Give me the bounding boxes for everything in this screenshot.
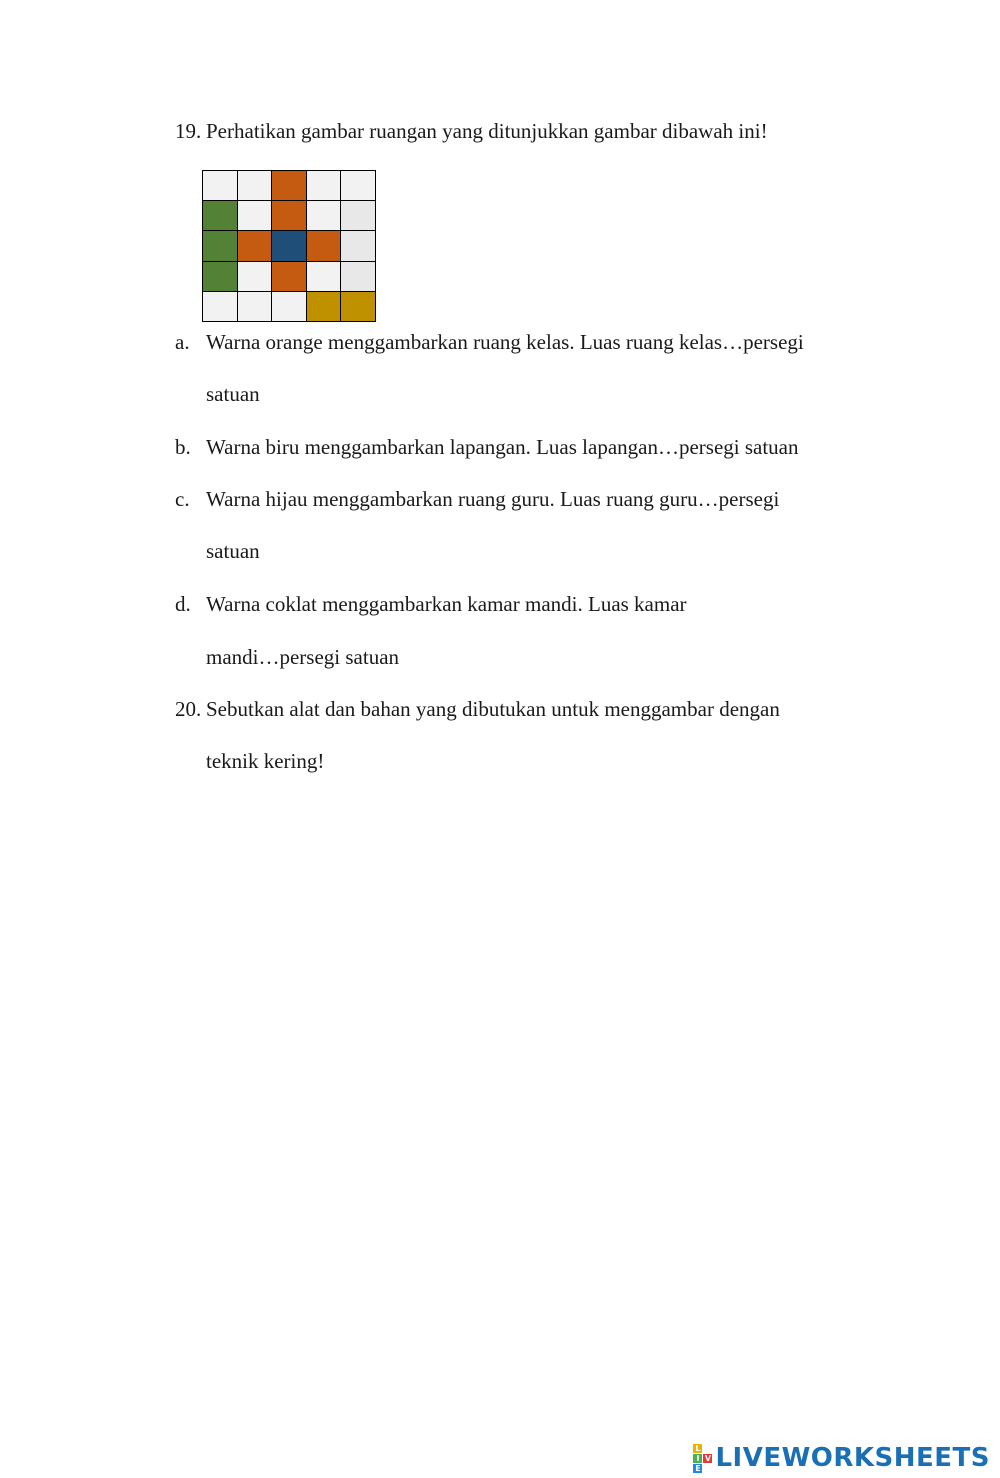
grid-cell-blue bbox=[272, 231, 306, 260]
grid-cell-white bbox=[238, 262, 272, 291]
logo-letter: V bbox=[704, 1453, 712, 1463]
grid-cell-brown bbox=[307, 292, 341, 321]
grid-cell-green bbox=[203, 231, 237, 260]
question-number: 19. bbox=[175, 119, 202, 143]
grid-cell-lightgray bbox=[341, 231, 375, 260]
logo-text: LIVEWORKSHEETS bbox=[715, 1443, 990, 1473]
grid-cell-white bbox=[238, 292, 272, 321]
item-label: a. bbox=[175, 330, 190, 354]
question-number: 20. bbox=[175, 697, 202, 721]
grid-cell-white bbox=[238, 171, 272, 200]
grid-cell-white bbox=[272, 292, 306, 321]
grid-cell-orange bbox=[272, 171, 306, 200]
grid-cell-white bbox=[307, 201, 341, 230]
grid-cell-green bbox=[203, 262, 237, 291]
item-text: satuan bbox=[206, 539, 260, 563]
question-prompt: teknik kering! bbox=[206, 749, 325, 773]
grid-cell-white bbox=[307, 171, 341, 200]
grid-cell-orange bbox=[307, 231, 341, 260]
logo-letter: L bbox=[695, 1443, 701, 1453]
item-text: satuan bbox=[206, 382, 260, 406]
item-label: d. bbox=[175, 592, 191, 616]
item-text: Warna orange menggambarkan ruang kelas. Luas ruang kelas…persegi bbox=[206, 330, 804, 354]
grid-cell-white bbox=[307, 262, 341, 291]
item-text: mandi…persegi satuan bbox=[206, 645, 400, 669]
grid-cell-white bbox=[238, 201, 272, 230]
item-label: b. bbox=[175, 435, 191, 459]
grid-cell-lightgray bbox=[341, 262, 375, 291]
grid-cell-orange bbox=[272, 262, 306, 291]
grid-cell-orange bbox=[238, 231, 272, 260]
logo-letter: I bbox=[693, 1454, 702, 1463]
item-text: Warna hijau menggambarkan ruang guru. Luas ruang guru…persegi bbox=[206, 487, 780, 511]
grid-cell-white bbox=[203, 171, 237, 200]
grid-cell-lightgray bbox=[341, 201, 375, 230]
item-text: Warna biru menggambarkan lapangan. Luas lapangan…persegi satuan bbox=[206, 435, 799, 459]
grid-cell-brown bbox=[341, 292, 375, 321]
liveworksheets-logo bbox=[693, 1443, 990, 1473]
item-text: Warna coklat menggambarkan kamar mandi. Luas kamar bbox=[206, 592, 687, 616]
room-grid bbox=[202, 170, 376, 322]
grid-cell-orange bbox=[272, 201, 306, 230]
grid-cell-white bbox=[341, 171, 375, 200]
grid-cell-green bbox=[203, 201, 237, 230]
question-prompt: Perhatikan gambar ruangan yang ditunjukkan gambar dibawah ini! bbox=[206, 119, 768, 143]
logo-letter: E bbox=[695, 1463, 701, 1473]
logo-mark-icon bbox=[693, 1444, 712, 1473]
grid-cell-white bbox=[203, 292, 237, 321]
item-label: c. bbox=[175, 487, 190, 511]
question-prompt: Sebutkan alat dan bahan yang dibutukan untuk menggambar dengan bbox=[206, 697, 780, 721]
